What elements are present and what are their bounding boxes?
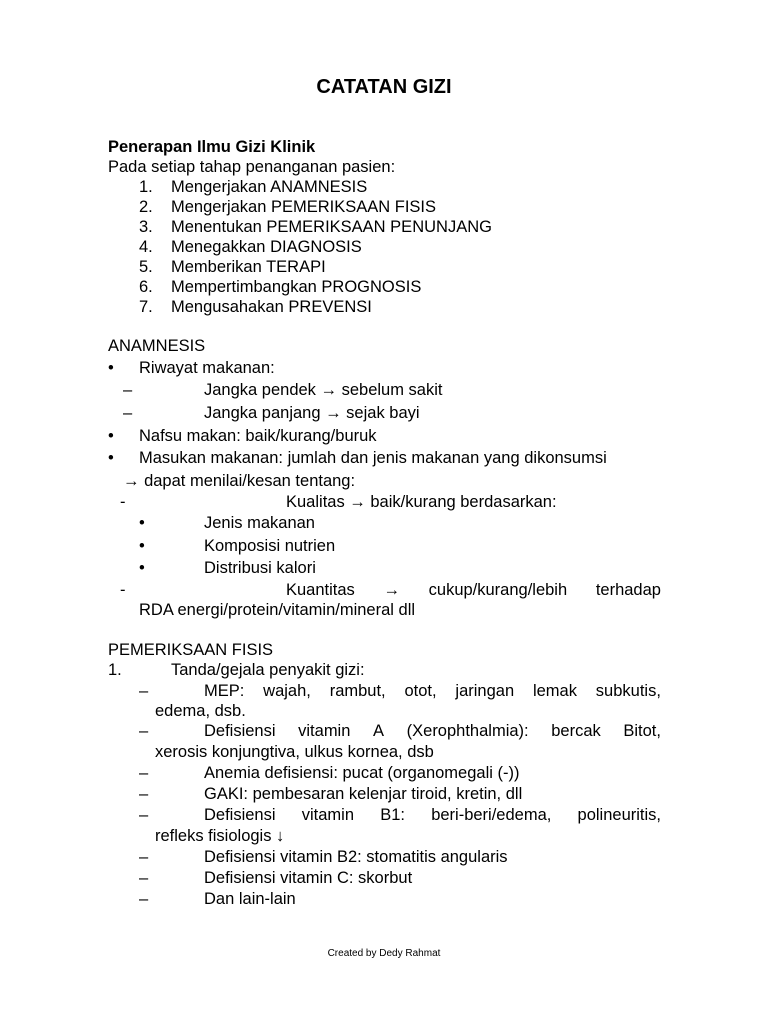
dash-marker: –	[123, 381, 133, 399]
riwayat-makanan: Riwayat makanan:	[139, 359, 275, 377]
kuantitas-word: terhadap	[595, 581, 661, 599]
mep-word: otot,	[404, 682, 437, 700]
dash-marker: –	[139, 764, 149, 782]
tanda-gejala: Tanda/gejala penyakit gizi:	[171, 661, 365, 679]
list-item-number: 4.	[139, 238, 153, 256]
page-footer: Created by Dedy Rahmat	[327, 948, 441, 959]
mep-word: jaringan	[455, 682, 515, 700]
b2-line: Defisiensi vitamin B2: stomatitis angularis	[204, 848, 508, 866]
page-title: CATATAN GIZI	[316, 76, 452, 98]
vita-word: (Xerophthalmia):	[406, 722, 529, 740]
list-item-text: Mengerjakan ANAMNESIS	[171, 178, 368, 196]
hyphen-marker: -	[120, 493, 126, 511]
mep-word: MEP:	[204, 682, 245, 700]
list-item-number: 1.	[139, 178, 153, 196]
mep-word: subkutis,	[595, 682, 661, 700]
vita-word: vitamin	[298, 722, 351, 740]
dash-marker: –	[139, 806, 149, 824]
list-item-number: 6.	[139, 278, 153, 296]
list-item-number: 5.	[139, 258, 153, 276]
mep-line	[204, 681, 661, 701]
vita-line	[204, 721, 661, 741]
mep-word: lemak	[532, 682, 577, 700]
b1-word: polineuritis,	[577, 806, 661, 824]
b1-cont: refleks fisiologis ↓	[155, 827, 285, 845]
list-item-text: Mempertimbangkan PROGNOSIS	[171, 278, 422, 296]
b1-word: vitamin	[301, 806, 354, 824]
bullet-marker: •	[139, 537, 145, 555]
gaki-line: GAKI: pembesaran kelenjar tiroid, kretin, dll	[204, 785, 523, 803]
vita-cont: xerosis konjungtiva, ulkus kornea, dsb	[155, 743, 434, 761]
vitc-line: Defisiensi vitamin C: skorbut	[204, 869, 413, 887]
bullet-marker: •	[139, 514, 145, 532]
list-item-number: 7.	[139, 298, 153, 316]
dash-marker: –	[139, 848, 149, 866]
rda-line: RDA energi/protein/vitamin/mineral dll	[139, 601, 416, 619]
list-item-number: 1.	[108, 661, 122, 679]
list-item-number: 3.	[139, 218, 153, 236]
list-item-text: Memberikan TERAPI	[171, 258, 326, 276]
kualitas: Kualitas → baik/kurang berdasarkan:	[286, 493, 557, 511]
dapat-menilai: → dapat menilai/kesan tentang:	[123, 472, 356, 490]
dash-marker: –	[139, 682, 149, 700]
nafsu-makan: Nafsu makan: baik/kurang/buruk	[139, 427, 377, 445]
list-item-text: Mengerjakan PEMERIKSAAN FISIS	[171, 198, 437, 216]
mep-word: rambut,	[329, 682, 386, 700]
list-item-number: 2.	[139, 198, 153, 216]
list-item-text: Menentukan PEMERIKSAAN PENUNJANG	[171, 218, 492, 236]
section-heading-anamnesis: ANAMNESIS	[108, 337, 206, 355]
b1-word: beri-beri/edema,	[431, 806, 552, 824]
komposisi-nutrien: Komposisi nutrien	[204, 537, 336, 555]
anemia-line: Anemia defisiensi: pucat (organomegali (-))	[204, 764, 520, 782]
dash-marker: –	[139, 722, 149, 740]
section-intro: Pada setiap tahap penanganan pasien:	[108, 158, 396, 176]
kuantitas-line	[286, 580, 661, 600]
hyphen-marker: -	[120, 581, 126, 599]
vita-word: A	[373, 722, 385, 740]
b1-word: B1:	[380, 806, 405, 824]
distribusi-kalori: Distribusi kalori	[204, 559, 316, 577]
list-item-text: Mengusahakan PREVENSI	[171, 298, 372, 316]
mep-cont: edema, dsb.	[155, 702, 246, 720]
bullet-marker: •	[108, 359, 114, 377]
masukan-makanan: Masukan makanan: jumlah dan jenis makanan yang dikonsumsi	[139, 449, 607, 467]
dash-marker: –	[123, 404, 133, 422]
lain-line: Dan lain-lain	[204, 890, 296, 908]
vita-word: bercak	[551, 722, 601, 740]
vita-word: Defisiensi	[204, 722, 276, 740]
vita-word: Bitot,	[623, 722, 661, 740]
dash-marker: –	[139, 869, 149, 887]
kuantitas-word: cukup/kurang/lebih	[428, 581, 568, 599]
bullet-marker: •	[139, 559, 145, 577]
list-item-text: Menegakkan DIAGNOSIS	[171, 238, 362, 256]
section-heading-gizi-klinik: Penerapan Ilmu Gizi Klinik	[108, 138, 316, 156]
dash-marker: –	[139, 890, 149, 908]
b1-line	[204, 805, 661, 825]
jangka-panjang: Jangka panjang → sejak bayi	[204, 404, 420, 422]
dash-marker: –	[139, 785, 149, 803]
bullet-marker: •	[108, 449, 114, 467]
b1-word: Defisiensi	[204, 806, 276, 824]
kuantitas-word: →	[383, 581, 400, 599]
kuantitas-word: Kuantitas	[286, 581, 355, 599]
jenis-makanan: Jenis makanan	[204, 514, 315, 532]
bullet-marker: •	[108, 427, 114, 445]
jangka-pendek: Jangka pendek → sebelum sakit	[204, 381, 443, 399]
mep-word: wajah,	[263, 682, 311, 700]
section-heading-pemeriksaan-fisis: PEMERIKSAAN FISIS	[108, 641, 274, 659]
